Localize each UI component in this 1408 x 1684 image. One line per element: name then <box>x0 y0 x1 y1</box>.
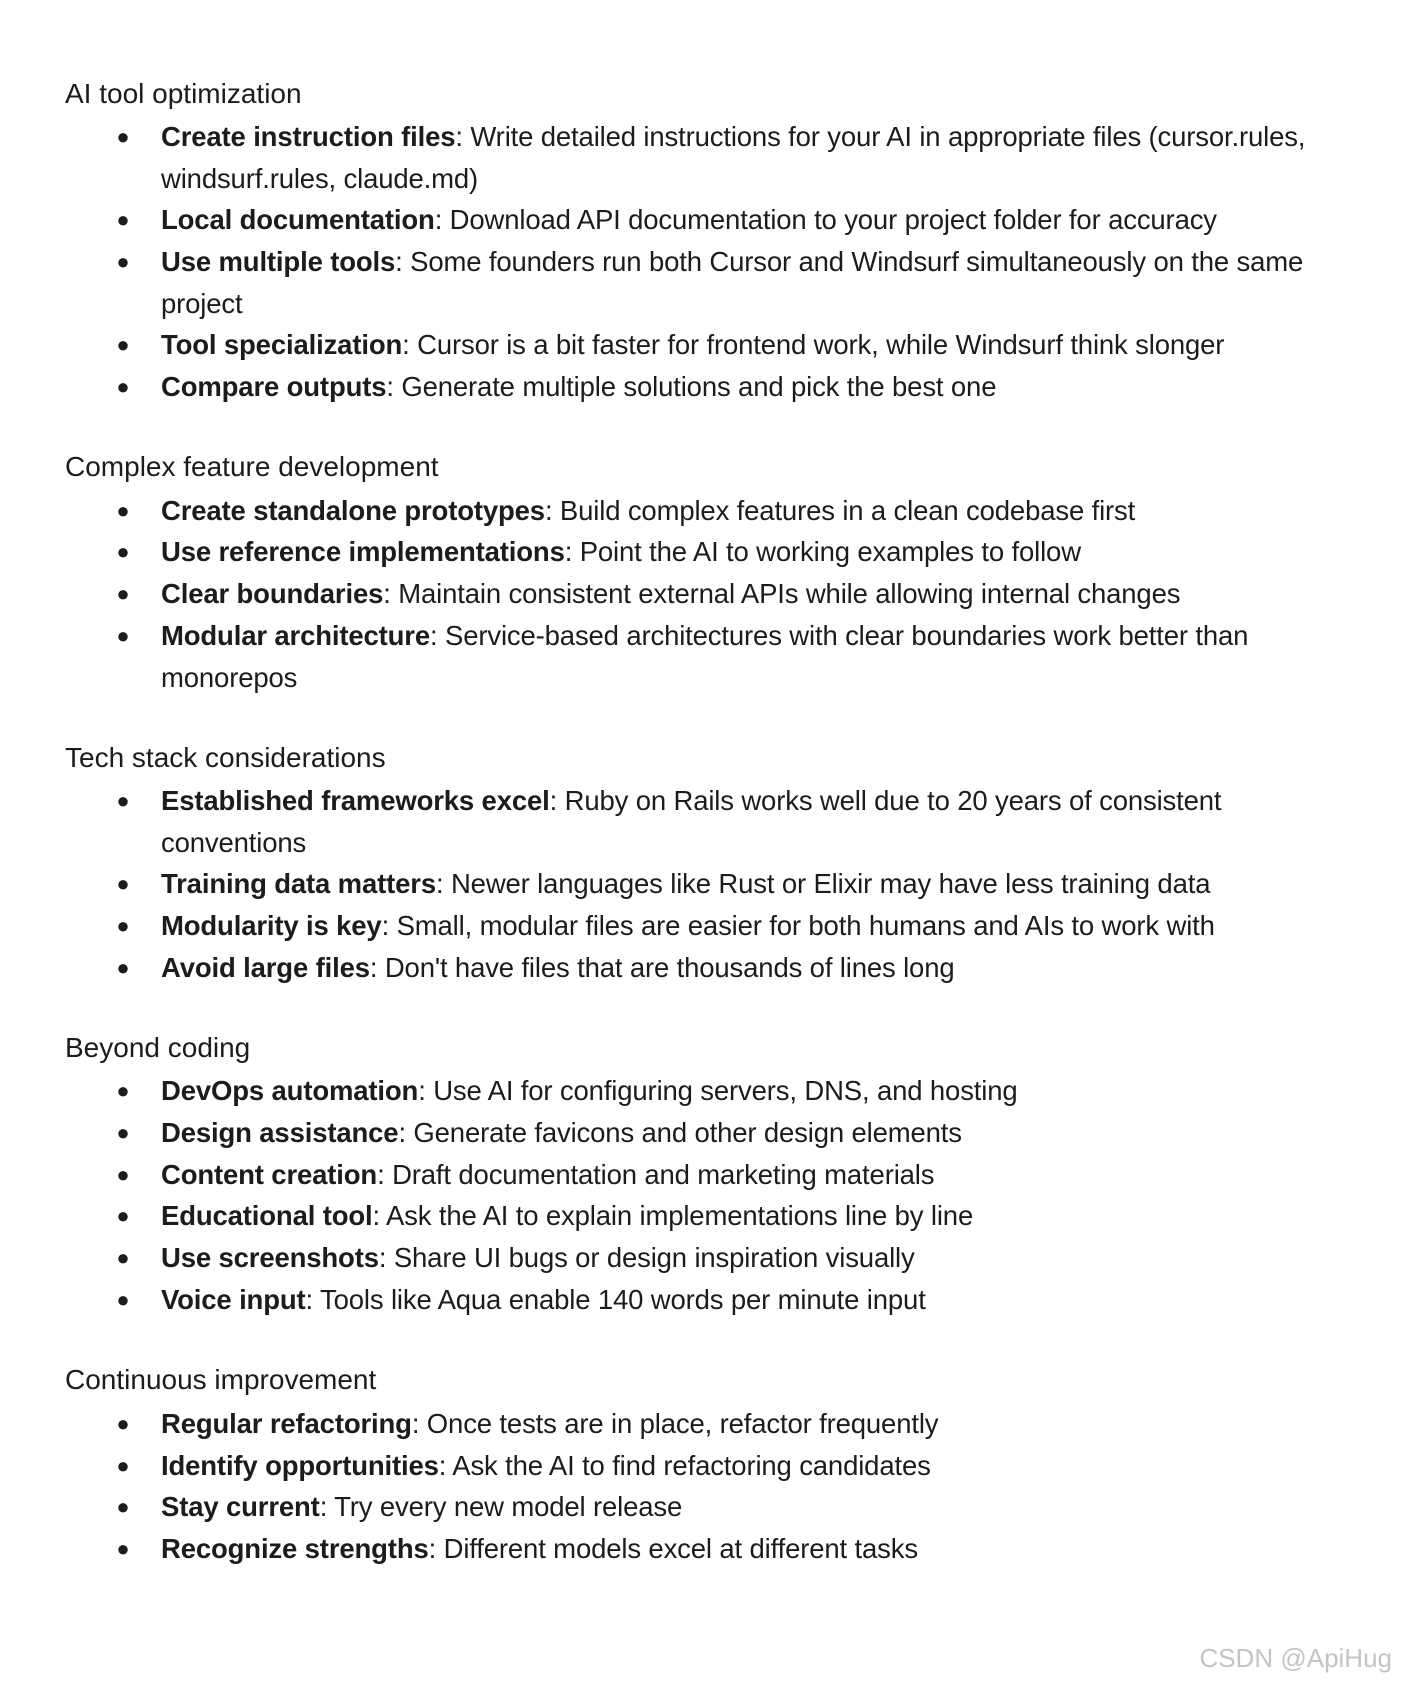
item-description: : Don't have files that are thousands of lines long <box>369 952 955 983</box>
list-item-text <box>161 324 1339 366</box>
item-term: Design assistance <box>161 1117 399 1148</box>
list-item-text <box>161 780 1339 863</box>
item-term: Educational tool <box>161 1200 373 1231</box>
item-description: : Different models excel at different tasks <box>428 1533 918 1564</box>
bullet-icon: ● <box>116 1245 130 1270</box>
bullet-icon: ● <box>116 498 130 523</box>
list-item-text <box>161 1070 1339 1112</box>
list-item-text <box>161 1486 1339 1528</box>
bullet-icon: ● <box>116 332 130 357</box>
bullet-icon: ● <box>116 207 130 232</box>
item-description: : Share UI bugs or design inspiration visually <box>378 1242 915 1273</box>
bullet-icon: ● <box>116 539 130 564</box>
list-item-text <box>161 1195 1339 1237</box>
list-item-text <box>161 1112 1339 1154</box>
list-item-text <box>161 199 1339 241</box>
bullet-icon: ● <box>116 249 130 274</box>
list-item-text <box>161 1403 1339 1445</box>
list-item-text <box>161 1528 1339 1570</box>
item-description: : Once tests are in place, refactor frequently <box>411 1408 939 1439</box>
item-description: : Small, modular files are easier for both humans and AIs to work with <box>381 910 1215 941</box>
item-term: Local documentation <box>161 204 435 235</box>
item-description: : Ruby on Rails works well due to 20 years of consistent conventions <box>161 785 1222 858</box>
item-description: : Write detailed instructions for your AI in appropriate files (cursor.rules, windsurf.rules, claude.md) <box>161 121 1306 194</box>
item-description: : Build complex features in a clean codebase first <box>544 495 1136 526</box>
bullet-icon: ● <box>116 1162 130 1187</box>
item-description: : Try every new model release <box>319 1491 683 1522</box>
bullet-icon: ● <box>116 374 130 399</box>
list-item-text <box>161 863 1339 905</box>
list-item-text <box>161 1237 1339 1279</box>
item-description: : Ask the AI to explain implementations line by line <box>372 1200 974 1231</box>
item-description: : Ask the AI to find refactoring candidates <box>438 1450 931 1481</box>
item-term: Identify opportunities <box>161 1450 439 1481</box>
bullet-icon: ● <box>116 1078 130 1103</box>
bullet-icon: ● <box>116 1411 130 1436</box>
item-description: : Download API documentation to your project folder for accuracy <box>434 204 1217 235</box>
list-item-text <box>161 1279 1339 1321</box>
item-term: Create standalone prototypes <box>161 495 545 526</box>
section-heading: Beyond coding <box>65 1032 251 1063</box>
list-item-text <box>161 116 1339 199</box>
section-heading: Continuous improvement <box>65 1364 377 1395</box>
item-term: Training data matters <box>161 868 436 899</box>
item-description: : Draft documentation and marketing materials <box>377 1159 935 1190</box>
item-term: Create instruction files <box>161 121 456 152</box>
item-description: : Generate multiple solutions and pick the best one <box>386 371 997 402</box>
item-term: Content creation <box>161 1159 378 1190</box>
bullet-icon: ● <box>116 1287 130 1312</box>
item-term: Voice input <box>161 1284 306 1315</box>
item-description: : Newer languages like Rust or Elixir may have less training data <box>435 868 1211 899</box>
list-item-text <box>161 615 1339 698</box>
bullet-icon: ● <box>116 1494 130 1519</box>
item-term: Use multiple tools <box>161 246 396 277</box>
list-item-text <box>161 905 1339 947</box>
bullet-icon: ● <box>116 1203 130 1228</box>
bullet-icon: ● <box>116 955 130 980</box>
item-term: Stay current <box>161 1491 320 1522</box>
list-item-text <box>161 241 1339 324</box>
list-item-text <box>161 1445 1339 1487</box>
item-term: Clear boundaries <box>161 578 384 609</box>
section-heading: AI tool optimization <box>65 78 302 109</box>
bullet-icon: ● <box>116 581 130 606</box>
item-term: Recognize strengths <box>161 1533 429 1564</box>
bullet-icon: ● <box>116 623 130 648</box>
bullet-icon: ● <box>116 124 130 149</box>
item-term: Use reference implementations <box>161 536 565 567</box>
bullet-icon: ● <box>116 1453 130 1478</box>
bullet-icon: ● <box>116 871 130 896</box>
item-description: : Use AI for configuring servers, DNS, and hosting <box>418 1075 1018 1106</box>
item-term: Tool specialization <box>161 329 403 360</box>
section-heading: Complex feature development <box>65 451 439 482</box>
item-description: : Maintain consistent external APIs while allowing internal changes <box>383 578 1181 609</box>
item-term: Established frameworks excel <box>161 785 550 816</box>
bullet-icon: ● <box>116 1120 130 1145</box>
list-item-text <box>161 366 1339 408</box>
item-description: : Point the AI to working examples to follow <box>564 536 1081 567</box>
bullet-icon: ● <box>116 1536 130 1561</box>
item-term: Use screenshots <box>161 1242 379 1273</box>
item-description: : Cursor is a bit faster for frontend work, while Windsurf think slonger <box>402 329 1225 360</box>
list-item-text <box>161 490 1339 532</box>
item-term: Modularity is key <box>161 910 382 941</box>
item-description: : Some founders run both Cursor and Windsurf simultaneously on the same project <box>161 246 1304 319</box>
item-description: : Tools like Aqua enable 140 words per minute input <box>305 1284 926 1315</box>
list-item-text <box>161 531 1339 573</box>
list-item-text <box>161 947 1339 989</box>
item-term: Modular architecture <box>161 620 431 651</box>
watermark: CSDN @ApiHug <box>1199 1643 1392 1673</box>
bullet-icon: ● <box>116 913 130 938</box>
list-item-text <box>161 573 1339 615</box>
section-heading: Tech stack considerations <box>65 742 386 773</box>
item-term: Regular refactoring <box>161 1408 412 1439</box>
item-description: : Service-based architectures with clear boundaries work better than monorepos <box>161 620 1249 693</box>
item-term: DevOps automation <box>161 1075 419 1106</box>
item-description: : Generate favicons and other design elements <box>398 1117 962 1148</box>
item-term: Compare outputs <box>161 371 387 402</box>
bullet-icon: ● <box>116 788 130 813</box>
item-term: Avoid large files <box>161 952 370 983</box>
list-item-text <box>161 1154 1339 1196</box>
